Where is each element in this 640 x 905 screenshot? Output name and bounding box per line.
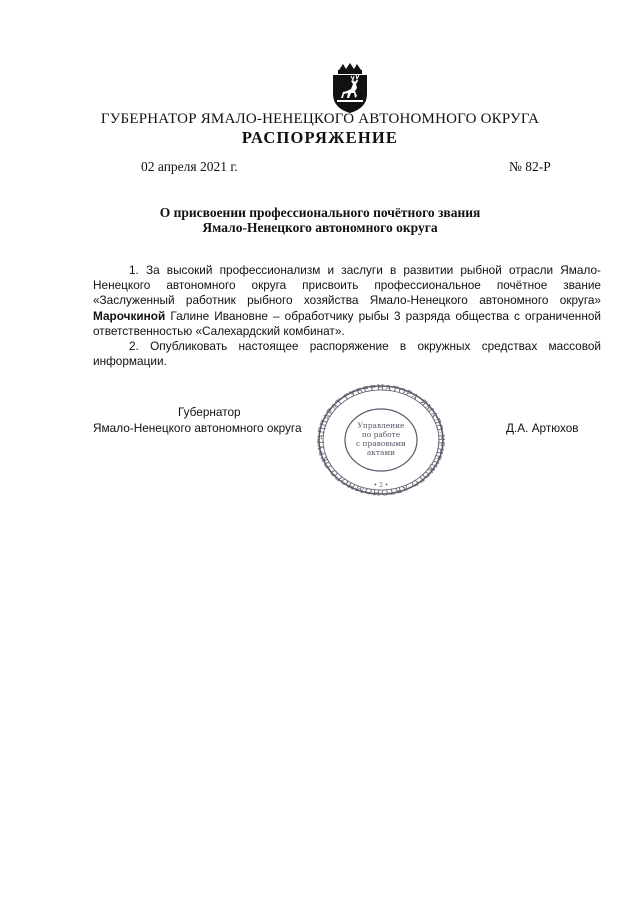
stamp-center-line-3: с правовыми bbox=[356, 439, 406, 448]
document-body bbox=[93, 263, 601, 369]
signature-title-line-2: Ямало-Ненецкого автономного округа bbox=[93, 421, 302, 435]
signature-name: Д.А. Артюхов bbox=[506, 421, 579, 435]
stamp-center-line-1: Управление bbox=[357, 421, 405, 430]
paragraph-1-bold-surname: Марочкиной bbox=[93, 308, 166, 323]
yamal-coat-of-arms-icon bbox=[327, 62, 373, 114]
stamp-center-line-4: актами bbox=[366, 448, 396, 457]
title-line-1: О присвоении профессионального почётного звания bbox=[159, 205, 481, 220]
signature-title-line-1: Губернатор bbox=[178, 405, 241, 419]
paragraph-1-text-before: 1. За высокий профессионализм и заслуги в развитии рыбной отрасли Ямало-Ненецкого автономного округа присвоить профессиональное почётное звание «Заслуженный работник рыбного хозяйства Ямало-Ненецкого автономного округа» bbox=[93, 263, 601, 308]
document-number: № 82-Р bbox=[509, 159, 551, 174]
stamp-center-line-2: по работе bbox=[361, 430, 401, 439]
stamp-ring-text: АППАРАТ ГУБЕРНАТОРА ЯМАЛО-НЕНЕЦКОГО АВТОНОМНОГО ОКРУГ bbox=[315, 383, 447, 497]
title-line-2: Ямало-Ненецкого автономного округа bbox=[202, 220, 438, 235]
paragraph-1 bbox=[93, 263, 601, 339]
authority-name: ГУБЕРНАТОР ЯМАЛО-НЕНЕЦКОГО АВТОНОМНОГО ОКРУГА bbox=[100, 111, 540, 127]
document-title bbox=[0, 205, 640, 235]
official-stamp-icon bbox=[315, 383, 447, 497]
svg-text:• 2 •: • 2 • bbox=[373, 482, 389, 489]
paragraph-1-text-after: Галине Ивановне – обработчику рыбы 3 разряда общества с ограниченной ответственностью «Салехардский комбинат». bbox=[93, 308, 601, 338]
document-date: 02 апреля 2021 г. bbox=[141, 159, 238, 174]
document-type: РАСПОРЯЖЕНИЕ bbox=[241, 128, 399, 147]
paragraph-2: 2. Опубликовать настоящее распоряжение в окружных средствах массовой информации. bbox=[93, 339, 601, 369]
